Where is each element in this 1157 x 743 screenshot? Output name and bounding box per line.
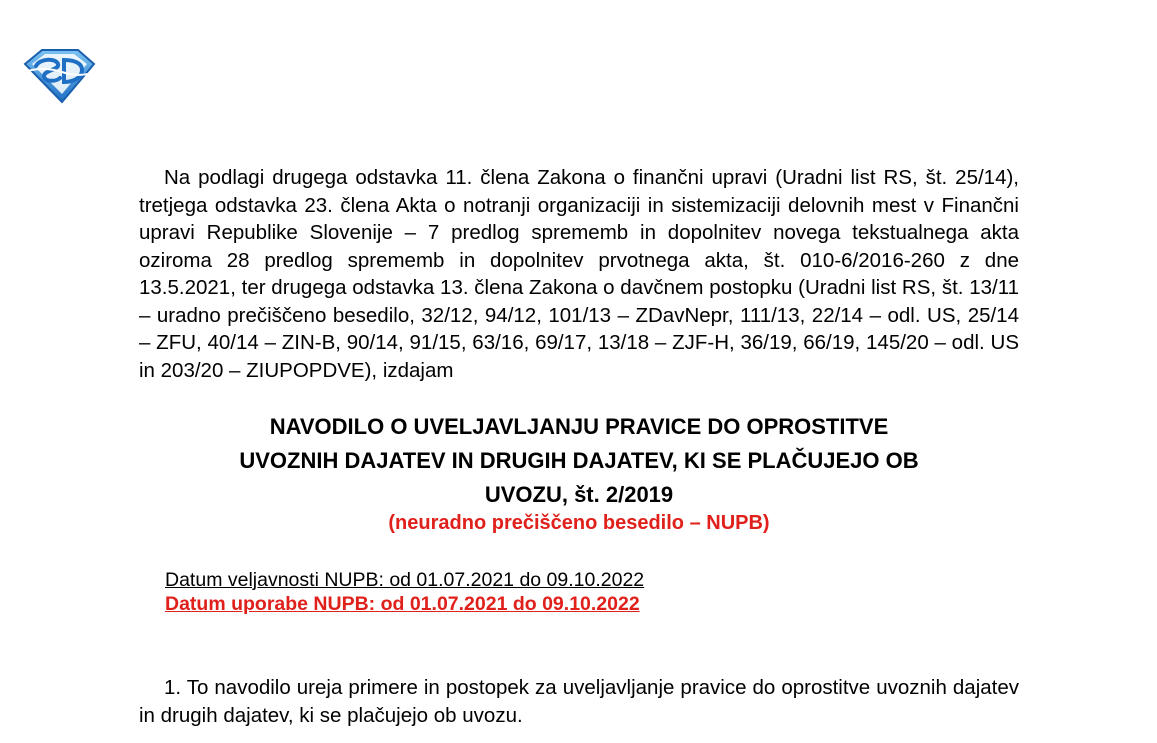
section-1-paragraph: 1. To navodilo ureja primere in postopek za uveljavljanje pravice do oprostitve uvoznih dajatev in drugih dajatev, ki se plačujejo ob uvozu. bbox=[139, 676, 1019, 727]
document-subtitle: (neuradno prečiščeno besedilo – NUPB) bbox=[388, 512, 770, 534]
intro-paragraph: Na podlagi drugega odstavka 11. člena Zakona o finančni upravi (Uradni list RS, št. 25/14), tretjega odstavka 23. člena Akta o notranji organizaciji in sistemizaciji delovnih mest v Finančni upravi Republike Slovenije – 7 predlog sprememb in dopolnitev novega tekstualnega akta oziroma 28 predlog sprememb in dopolnitev prvotnega akta, št. 010-6/2016-260 z dne 13.5.2021, ter drugega odstavka 13. člena Zakona o davčnem postopku (Uradni list RS, št. 13/11 – uradno prečiščeno besedilo, 32/12, 94/12, 101/13 – ZDavNepr, 111/13, 22/14 – odl. US, 25/14 – ZFU, 40/14 – ZIN-B, 90/14, 91/15, 63/16, 69/17, 13/18 – ZJF-H, 36/19, 66/19, 145/20 – odl. US in 203/20 – ZIUPOPDVE), izdajam bbox=[139, 166, 1019, 382]
usage-date: Datum uporabe NUPB: od 01.07.2021 do 09.10.2022 bbox=[165, 593, 640, 615]
document-title bbox=[139, 410, 1019, 536]
document-body bbox=[139, 164, 1019, 729]
validity-date: Datum veljavnosti NUPB: od 01.07.2021 do 09.10.2022 bbox=[165, 569, 645, 591]
title-line-1: NAVODILO O UVELJAVLJANJU PRAVICE DO OPROSTITVE bbox=[269, 414, 889, 439]
fu-logo-icon bbox=[22, 46, 96, 104]
title-line-2: UVOZNIH DAJATEV IN DRUGIH DAJATEV, KI SE PLAČUJEJO OB bbox=[239, 448, 919, 473]
title-line-3: UVOZU, št. 2/2019 bbox=[484, 482, 674, 507]
validity-dates bbox=[165, 568, 1019, 616]
